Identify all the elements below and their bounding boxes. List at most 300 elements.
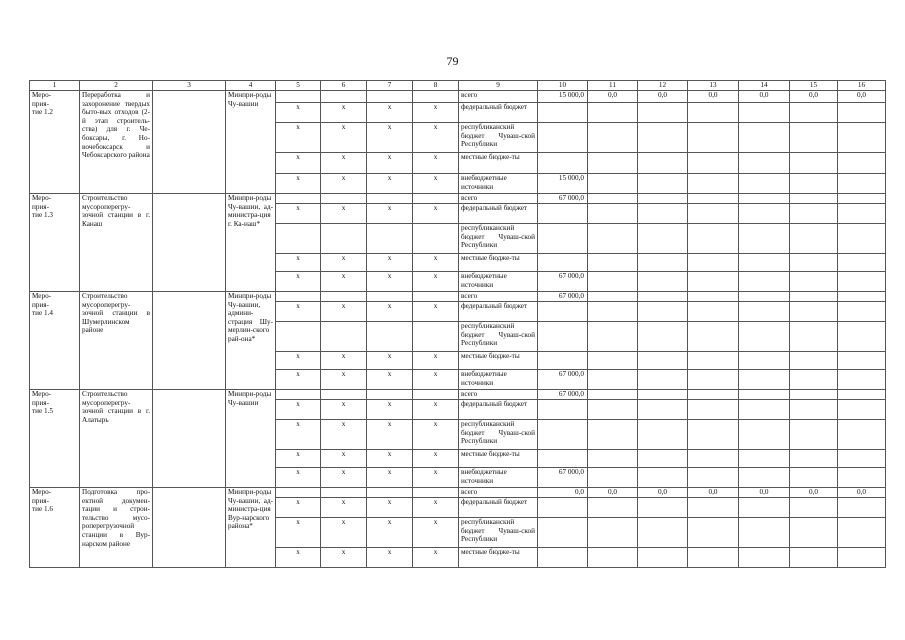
amount-cell [688,224,739,254]
amount-cell [790,292,838,302]
cell [276,390,321,400]
amount-cell [790,352,838,370]
column-number: 4 [226,81,276,91]
amount-cell [538,518,588,548]
cell: х [413,153,459,174]
cell: х [367,468,413,488]
amount-cell [790,254,838,272]
amount-cell [739,400,790,420]
amount-cell [838,292,886,302]
amount-cell [688,292,739,302]
cell: х [321,548,367,568]
amount-cell [638,468,688,488]
amount-cell [638,498,688,518]
amount-cell [790,194,838,204]
amount-cell [838,194,886,204]
amount-cell [790,420,838,450]
amount-cell [688,123,739,153]
page-number: 79 [446,54,459,68]
amount-cell [588,370,638,390]
amount-cell [688,204,739,224]
amount-cell [638,548,688,568]
amount-cell [638,153,688,174]
cell: х [276,153,321,174]
event-executor: Минпри-роды Чу-вашии, админи-страция Шу-мерлин-ского рай-она* [226,292,276,390]
amount-cell [739,548,790,568]
amount-cell [838,302,886,322]
cell [321,292,367,302]
cell: х [276,370,321,390]
cell [413,322,459,352]
cell: х [413,420,459,450]
amount-cell [688,498,739,518]
amount-cell [790,518,838,548]
cell: х [321,450,367,468]
amount-cell [588,254,638,272]
amount-cell [638,103,688,123]
amount-cell [688,254,739,272]
cell: х [367,352,413,370]
amount-cell [588,153,638,174]
cell: х [321,153,367,174]
amount-cell [538,400,588,420]
empty-cell [153,91,226,194]
funding-source: местные бюдже-ты [459,352,538,370]
event-name: Подготовка про-ектной докумен-тации и строи-тельство мусо-роперегрузочной станции в Вур-нарском районе [80,488,153,568]
amount-cell [588,292,638,302]
amount-cell [739,224,790,254]
cell [321,194,367,204]
amount-cell [838,174,886,194]
amount-cell [838,518,886,548]
amount-cell [538,450,588,468]
amount-cell [739,123,790,153]
amount-cell [739,194,790,204]
amount-cell [688,548,739,568]
event-id: Меро- прия- тие 1.4 [30,292,80,390]
column-number: 7 [367,81,413,91]
amount-cell [739,204,790,224]
amount-cell [790,123,838,153]
amount-cell [588,548,638,568]
cell [413,224,459,254]
funding-source: федеральный бюджет [459,204,538,224]
cell [321,91,367,103]
amount-cell [588,272,638,292]
cell: х [276,420,321,450]
cell: х [413,272,459,292]
funding-source: местные бюдже-ты [459,254,538,272]
event-id: Меро- прия- тие 1.2 [30,91,80,194]
cell: х [321,254,367,272]
amount-cell: 0,0 [588,91,638,103]
amount-cell [688,153,739,174]
amount-cell [739,468,790,488]
cell [367,91,413,103]
cell: х [321,302,367,322]
amount-cell [838,548,886,568]
amount-cell [790,498,838,518]
funding-source: внебюджетные источники [459,174,538,194]
amount-cell [588,352,638,370]
amount-cell [638,322,688,352]
amount-cell: 67 000,0 [538,194,588,204]
amount-cell [739,518,790,548]
column-number: 8 [413,81,459,91]
cell: х [367,254,413,272]
column-number: 14 [739,81,790,91]
empty-cell [153,194,226,292]
cell [321,322,367,352]
amount-cell [688,272,739,292]
funding-source: республиканский бюджет Чуваш-ской Республики [459,518,538,548]
amount-cell [688,194,739,204]
column-number: 2 [80,81,153,91]
amount-cell [838,370,886,390]
amount-cell: 67 000,0 [538,272,588,292]
cell: х [367,420,413,450]
column-number: 15 [790,81,838,91]
cell: х [367,518,413,548]
amount-cell [638,254,688,272]
cell: х [367,272,413,292]
cell [321,488,367,498]
amount-cell [538,103,588,123]
amount-cell: 67 000,0 [538,292,588,302]
funding-source: всего [459,194,538,204]
amount-cell [588,498,638,518]
amount-cell [739,498,790,518]
amount-cell: 0,0 [838,91,886,103]
amount-cell [838,498,886,518]
cell: х [321,204,367,224]
amount-cell: 15 000,0 [538,91,588,103]
amount-cell [790,468,838,488]
cell: х [276,352,321,370]
funding-source: республиканский бюджет Чуваш-ской Республики [459,420,538,450]
amount-cell [790,322,838,352]
amount-cell [688,468,739,488]
amount-cell [739,352,790,370]
amount-cell [538,322,588,352]
funding-source: федеральный бюджет [459,400,538,420]
cell: х [413,174,459,194]
amount-cell: 67 000,0 [538,370,588,390]
amount-cell [538,302,588,322]
amount-cell [838,352,886,370]
cell [413,488,459,498]
amount-cell [538,224,588,254]
amount-cell [739,302,790,322]
cell: х [367,450,413,468]
amount-cell [790,174,838,194]
amount-cell [538,352,588,370]
amount-cell [790,450,838,468]
column-number: 13 [688,81,739,91]
cell [367,224,413,254]
amount-cell [588,400,638,420]
funding-source: внебюджетные источники [459,370,538,390]
cell: х [276,400,321,420]
cell [276,322,321,352]
amount-cell [739,420,790,450]
amount-cell [588,204,638,224]
amount-cell [688,103,739,123]
amount-cell [588,468,638,488]
funding-source: местные бюдже-ты [459,153,538,174]
table-row [30,91,886,103]
amount-cell [688,518,739,548]
amount-cell [638,390,688,400]
cell: х [367,548,413,568]
column-number: 12 [638,81,688,91]
funding-source: федеральный бюджет [459,498,538,518]
funding-source: республиканский бюджет Чуваш-ской Республики [459,224,538,254]
cell: х [367,204,413,224]
amount-cell [838,272,886,292]
amount-cell [838,450,886,468]
column-number: 6 [321,81,367,91]
table-row [30,292,886,302]
amount-cell: 0,0 [739,488,790,498]
cell: х [413,400,459,420]
event-id: Меро- прия- тие 1.3 [30,194,80,292]
cell: х [367,302,413,322]
event-id: Меро- прия- тие 1.5 [30,390,80,488]
amount-cell [838,420,886,450]
cell: х [276,548,321,568]
amount-cell [588,518,638,548]
funding-source: внебюджетные источники [459,468,538,488]
amount-cell [790,370,838,390]
event-executor: Минпри-роды Чу-вашии, ад-министра-ция г. Ка-наш* [226,194,276,292]
amount-cell [638,123,688,153]
amount-cell [838,204,886,224]
amount-cell [838,390,886,400]
amount-cell [688,322,739,352]
cell: х [276,123,321,153]
amount-cell [638,224,688,254]
funding-source: всего [459,292,538,302]
amount-cell [688,390,739,400]
cell [276,224,321,254]
amount-cell: 0,0 [739,91,790,103]
amount-cell [538,153,588,174]
cell [367,194,413,204]
cell: х [276,498,321,518]
amount-cell: 0,0 [790,91,838,103]
cell: х [413,302,459,322]
amount-cell [638,194,688,204]
event-name: Строительство мусороперегру-зочной станции в г. Алатырь [80,390,153,488]
amount-cell [588,302,638,322]
cell: х [413,548,459,568]
amount-cell [739,390,790,400]
cell: х [276,103,321,123]
cell: х [276,204,321,224]
amount-cell [638,302,688,322]
amount-cell [538,123,588,153]
amount-cell [790,390,838,400]
amount-cell [638,450,688,468]
empty-cell [153,390,226,488]
cell: х [367,103,413,123]
cell: х [413,468,459,488]
amount-cell [638,352,688,370]
funding-source: федеральный бюджет [459,103,538,123]
cell [367,292,413,302]
amount-cell: 15 000,0 [538,174,588,194]
column-number: 11 [588,81,638,91]
cell [413,390,459,400]
cell [367,488,413,498]
cell [321,224,367,254]
amount-cell [739,254,790,272]
table-row [30,194,886,204]
event-name: Строительство мусороперегру-зочной станции в Шумерлинском районе [80,292,153,390]
cell: х [321,498,367,518]
event-executor: Минпри-роды Чу-вашии, ад-министра-ция Вур-нарского района* [226,488,276,568]
amount-cell [638,174,688,194]
amount-cell [588,390,638,400]
amount-cell [638,420,688,450]
amount-cell [790,272,838,292]
cell: х [413,498,459,518]
cell [367,322,413,352]
cell: х [367,370,413,390]
amount-cell [588,224,638,254]
amount-cell [838,153,886,174]
event-name: Строительство мусороперегру-зочной станции в г. Канаш [80,194,153,292]
amount-cell [739,103,790,123]
cell [413,91,459,103]
amount-cell [838,123,886,153]
cell: х [276,174,321,194]
cell [321,390,367,400]
amount-cell [838,468,886,488]
cell: х [321,272,367,292]
amount-cell [688,420,739,450]
amount-cell [638,400,688,420]
cell: х [321,103,367,123]
cell: х [367,400,413,420]
amount-cell [790,548,838,568]
amount-cell: 0,0 [688,488,739,498]
event-id: Меро- прия- тие 1.6 [30,488,80,568]
amount-cell [739,292,790,302]
empty-cell [153,488,226,568]
amount-cell [838,322,886,352]
amount-cell [688,302,739,322]
funding-source: всего [459,91,538,103]
amount-cell [688,352,739,370]
amount-cell [739,370,790,390]
cell: х [321,174,367,194]
funding-source: местные бюдже-ты [459,548,538,568]
amount-cell [739,450,790,468]
cell: х [413,254,459,272]
event-executor: Минпри-роды Чу-вашии [226,390,276,488]
cell: х [276,518,321,548]
amount-cell [538,548,588,568]
amount-cell [538,254,588,272]
amount-cell: 0,0 [588,488,638,498]
column-number: 1 [30,81,80,91]
cell: х [413,518,459,548]
table-row [30,488,886,498]
funding-source: внебюджетные источники [459,272,538,292]
amount-cell [588,194,638,204]
column-number: 5 [276,81,321,91]
funding-source: республиканский бюджет Чуваш-ской Республики [459,322,538,352]
cell [413,292,459,302]
amount-cell [790,400,838,420]
amount-cell [588,103,638,123]
amount-cell: 0,0 [538,488,588,498]
cell: х [413,103,459,123]
cell: х [413,123,459,153]
amount-cell [688,450,739,468]
cell: х [413,204,459,224]
amount-cell: 67 000,0 [538,390,588,400]
cell [276,91,321,103]
cell: х [276,302,321,322]
cell [367,390,413,400]
cell: х [413,352,459,370]
funding-source: всего [459,390,538,400]
amount-cell: 0,0 [688,91,739,103]
amount-cell: 0,0 [638,488,688,498]
table-row [30,390,886,400]
amount-cell [588,322,638,352]
column-number: 16 [838,81,886,91]
cell: х [321,370,367,390]
amount-cell [638,370,688,390]
funding-source: республиканский бюджет Чуваш-ской Республики [459,123,538,153]
program-events-table [29,80,886,568]
amount-cell [638,204,688,224]
column-number-row [30,81,886,91]
amount-cell [838,224,886,254]
cell: х [321,400,367,420]
cell: х [276,468,321,488]
amount-cell [638,518,688,548]
amount-cell [538,204,588,224]
amount-cell [838,400,886,420]
amount-cell [538,420,588,450]
funding-source: федеральный бюджет [459,302,538,322]
cell [276,292,321,302]
amount-cell [739,174,790,194]
amount-cell [790,103,838,123]
amount-cell [588,420,638,450]
amount-cell: 0,0 [790,488,838,498]
cell: х [413,370,459,390]
amount-cell [688,174,739,194]
cell: х [367,174,413,194]
amount-cell: 67 000,0 [538,468,588,488]
amount-cell [638,272,688,292]
cell: х [321,352,367,370]
amount-cell [588,450,638,468]
cell: х [276,450,321,468]
column-number: 3 [153,81,226,91]
cell [276,194,321,204]
event-executor: Минпри-роды Чу-вашии [226,91,276,194]
amount-cell [739,153,790,174]
amount-cell [688,370,739,390]
amount-cell [790,302,838,322]
